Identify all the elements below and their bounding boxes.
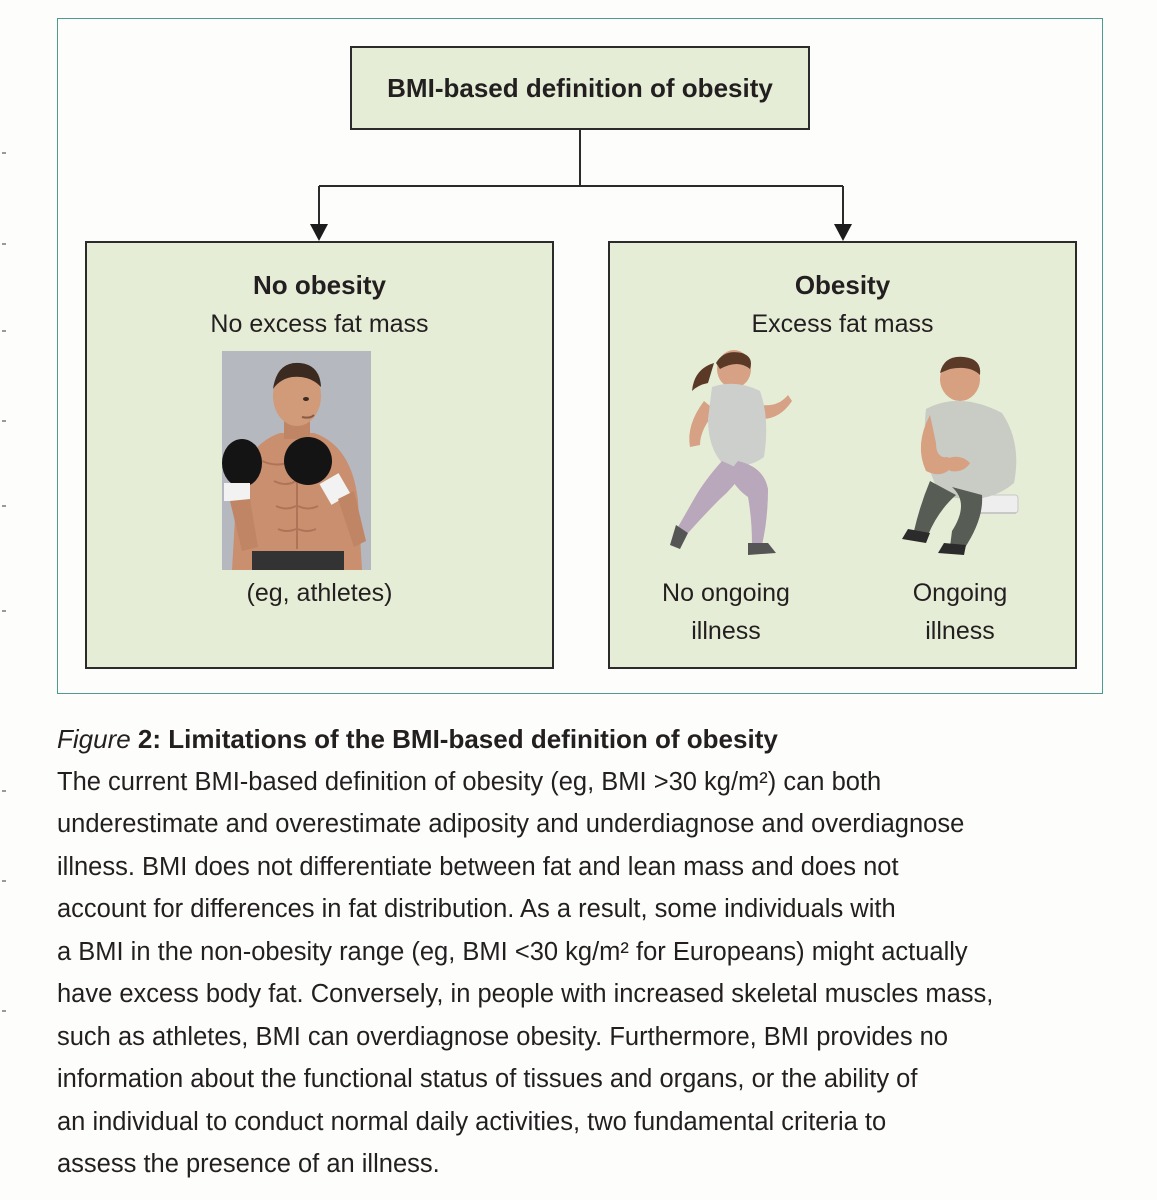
- root-node-box: [350, 46, 810, 130]
- figure-number: 2:: [130, 724, 162, 754]
- figure-caption: [57, 718, 1117, 1186]
- caption-line: a BMI in the non-obesity range (eg, BMI <30 kg/m² for Europeans) might actually: [57, 937, 968, 966]
- caption-line: an individual to conduct normal daily activities, two fundamental criteria to: [57, 1107, 887, 1136]
- arrow-left-icon: [310, 224, 328, 241]
- no-obesity-subheading: No excess fat mass: [210, 310, 429, 338]
- margin-tick: [2, 1010, 6, 1012]
- caption-line: account for differences in fat distribution. As a result, some individuals with: [57, 895, 896, 923]
- margin-tick: [2, 880, 6, 882]
- caption-line: illness. BMI does not differentiate between fat and lean mass and does not: [57, 852, 899, 881]
- figure-label: Figure: [57, 724, 131, 754]
- no-ongoing-illness-line2: illness: [691, 617, 761, 645]
- caption-line: The current BMI-based definition of obesity (eg, BMI >30 kg/m²) can both: [57, 767, 882, 796]
- caption-line: information about the functional status of tissues and organs, or the ability of: [57, 1065, 918, 1093]
- obesity-heading: Obesity: [794, 270, 891, 300]
- running-woman-illustration: [664, 349, 796, 561]
- caption-line: such as athletes, BMI can overdiagnose obesity. Furthermore, BMI provides no: [57, 1022, 949, 1051]
- no-ongoing-illness-line1: No ongoing: [662, 579, 790, 607]
- no-obesity-box: [85, 241, 554, 669]
- ongoing-illness-line1: Ongoing: [912, 579, 1008, 607]
- ongoing-illness-line2: illness: [925, 617, 995, 645]
- arrow-right-icon: [834, 224, 852, 241]
- ongoing-illness-label: [860, 574, 1060, 650]
- no-obesity-example: (eg, athletes): [246, 579, 393, 607]
- margin-tick: [2, 790, 6, 792]
- caption-line: underestimate and overestimate adiposity and underdiagnose and overdiagnose: [57, 810, 965, 838]
- caption-title: [57, 718, 1117, 761]
- root-node-label: BMI-based definition of obesity: [387, 72, 773, 103]
- obesity-box: [608, 241, 1077, 669]
- caption-line: have excess body fat. Conversely, in people with increased skeletal muscles mass,: [57, 980, 994, 1008]
- no-obesity-heading: No obesity: [253, 270, 386, 300]
- obesity-subheading: Excess fat mass: [751, 310, 934, 338]
- no-ongoing-illness-label: [630, 574, 822, 650]
- caption-title-text: Limitations of the BMI-based definition of obesity: [161, 724, 778, 754]
- boxer-athlete-illustration: [222, 351, 371, 570]
- caption-line: assess the presence of an illness.: [57, 1150, 440, 1178]
- sitting-man-illustration: [890, 355, 1030, 561]
